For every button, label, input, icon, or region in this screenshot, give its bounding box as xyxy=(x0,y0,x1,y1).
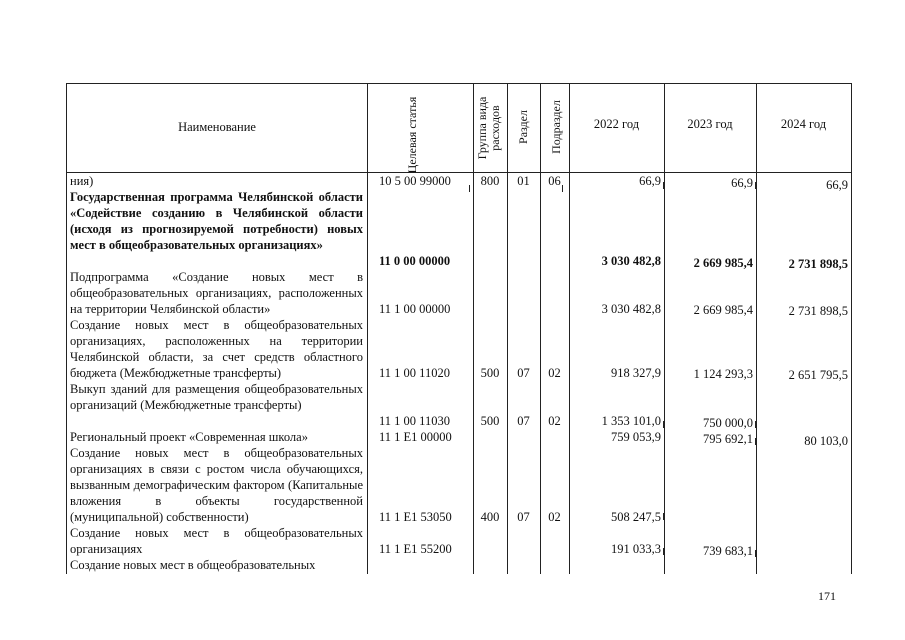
row-code: 11 1 00 11030 xyxy=(379,414,450,428)
row-2023: 1 124 293,3 xyxy=(693,367,753,381)
row-section: 07 xyxy=(517,366,530,380)
header-group: Группа вида расходов xyxy=(475,96,502,160)
cell-tick xyxy=(663,421,664,428)
row-section: 01 xyxy=(517,174,530,188)
row-2024: 66,9 xyxy=(826,178,848,192)
header-name: Наименование xyxy=(178,120,256,134)
cell-tick xyxy=(755,421,756,428)
row-2023: 750 000,0 xyxy=(703,416,753,430)
column-divider xyxy=(507,84,508,574)
row-group: 800 xyxy=(480,174,500,188)
row-2022: 66,9 xyxy=(639,174,661,188)
row-sub: 02 xyxy=(548,366,561,380)
row-2024: 2 651 795,5 xyxy=(788,368,848,382)
row-section: 07 xyxy=(517,510,530,524)
row-name: Выкуп зданий для размещения общеобразовательных организаций (Межбюджетные трансферты) xyxy=(70,382,363,412)
budget-table xyxy=(66,83,852,574)
row-name: Государственная программа Челябинской области «Содействие созданию в Челябинской области (исходя из прогнозируемой потребности) новых мест в общеобразовательных организациях» xyxy=(70,190,363,252)
row-2024: 80 103,0 xyxy=(804,434,848,448)
row-2023: 66,9 xyxy=(731,176,753,190)
row-name: ния) xyxy=(70,174,94,188)
column-divider xyxy=(569,84,570,574)
header-subsection: Подраздел xyxy=(549,100,563,154)
row-2023: 795 692,1 xyxy=(703,432,753,446)
row-code: 11 0 00 00000 xyxy=(379,254,451,268)
row-2022: 918 327,9 xyxy=(611,366,661,380)
row-sub: 06 xyxy=(548,174,561,188)
cell-tick xyxy=(663,182,664,189)
row-2022: 3 030 482,8 xyxy=(601,254,661,268)
row-group: 500 xyxy=(480,414,500,428)
column-divider xyxy=(664,84,665,574)
cell-tick xyxy=(755,182,756,189)
row-2024: 2 731 898,5 xyxy=(788,257,848,271)
row-sub: 02 xyxy=(548,414,561,428)
column-divider xyxy=(756,84,757,574)
header-section: Раздел xyxy=(516,110,530,144)
row-code: 11 1 E1 00000 xyxy=(379,430,452,444)
row-2022: 1 353 101,0 xyxy=(601,414,661,428)
row-2022: 759 053,9 xyxy=(611,430,661,444)
page-number: 171 xyxy=(818,589,836,603)
header-target: Целевая статья xyxy=(405,96,419,174)
row-code: 11 1 00 11020 xyxy=(379,366,450,380)
row-2023: 2 669 985,4 xyxy=(693,303,753,317)
cell-tick xyxy=(755,438,756,445)
row-name: Подпрограмма «Создание новых мест в общеобразовательных организациях, расположенных на территории Челябинской области» xyxy=(70,270,363,316)
row-2023: 2 669 985,4 xyxy=(693,256,753,270)
cell-tick xyxy=(755,550,756,557)
row-name: Создание новых мест в общеобразовательных xyxy=(70,558,316,572)
row-code: 11 1 E1 53050 xyxy=(379,510,452,524)
row-group: 500 xyxy=(480,366,500,380)
row-2022: 508 247,5 xyxy=(611,510,661,524)
row-name: Региональный проект «Современная школа» xyxy=(70,430,308,444)
header-2022: 2022 год xyxy=(593,117,640,131)
column-divider xyxy=(473,84,474,574)
row-2022: 3 030 482,8 xyxy=(601,302,661,316)
row-sub: 02 xyxy=(548,510,561,524)
row-2024: 2 731 898,5 xyxy=(788,304,848,318)
row-2022: 191 033,3 xyxy=(611,542,661,556)
cell-tick xyxy=(469,185,470,192)
row-name: Создание новых мест в общеобразовательных организациях в связи с ростом числа обучающихся, вызванным демографическим фактором (Капитальные вложения в объекты государственной (муниципальной) собственности) xyxy=(70,446,363,524)
header-2024: 2024 год xyxy=(780,117,827,131)
row-code: 10 5 00 99000 xyxy=(379,174,451,188)
cell-tick xyxy=(663,548,664,555)
row-code: 11 1 00 00000 xyxy=(379,302,451,316)
cell-tick xyxy=(562,185,563,192)
column-divider xyxy=(367,84,368,574)
row-name: Создание новых мест в общеобразовательных организациях, расположенных на территории Челябинской области, за счет средств областного бюджета (Межбюджетные трансферты) xyxy=(70,318,363,380)
row-group: 400 xyxy=(480,510,500,524)
column-divider xyxy=(540,84,541,574)
row-name: Создание новых мест в общеобразовательных организациях xyxy=(70,526,363,556)
row-section: 07 xyxy=(517,414,530,428)
header-2023: 2023 год xyxy=(687,117,733,131)
row-2023: 739 683,1 xyxy=(703,544,753,558)
cell-tick xyxy=(663,513,664,520)
row-code: 11 1 E1 55200 xyxy=(379,542,452,556)
